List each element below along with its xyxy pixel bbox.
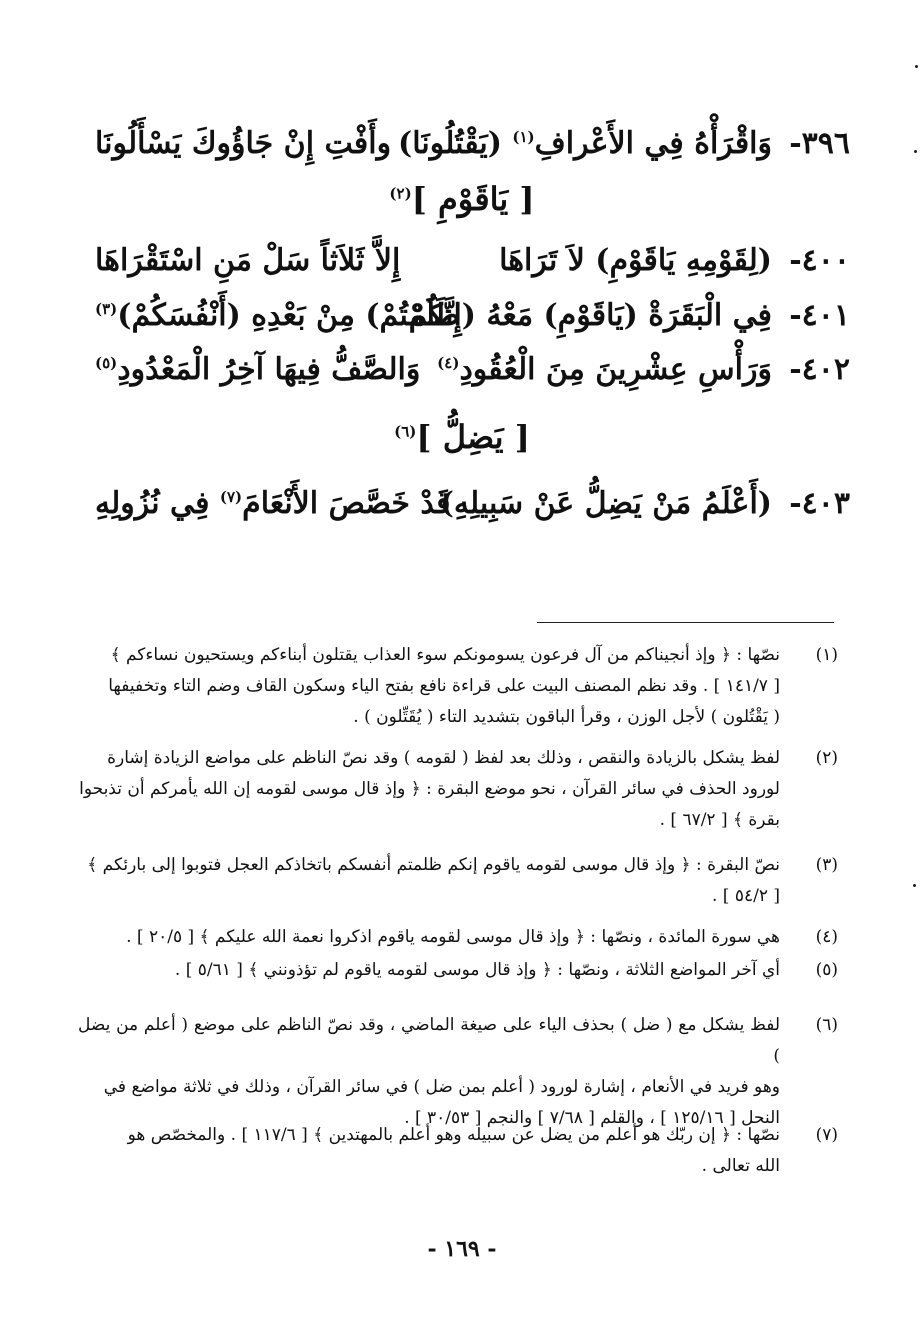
section-heading-yadillu: [ يَضِلُّ ]$^{(٦)}$ (394, 418, 530, 456)
footnote-line: أي آخر المواضع الثلاثة ، ونصّها : ﴿ وإذ قال موسى لقومه ياقوم لم تؤذونني ﴾ [ ٥/٦١ ] . (174, 960, 780, 980)
footnote-line: النحل [ ١٢٥/١٦ ] ، والقلم [ ٧/٦٨ ] والنجم [ ٣٠/٥٣ ] . (404, 1108, 780, 1128)
footnote-ref: (٣) (95, 300, 118, 318)
verse-402 (95, 352, 850, 408)
footnote-ref: (٥) (95, 354, 118, 372)
verse-first-hemistich: (لِقَوْمِهِ يَاقَوْمِ) لاَ تَرَاهَا (499, 243, 772, 278)
footnote-6 (78, 1010, 838, 1134)
footnote-number: (٦) (815, 1015, 838, 1035)
footnote-line: لفظ يشكل بالزيادة والنقص ، وذلك بعد لفظ ( لقومه ) وقد نصّ الناظم على مواضع الزيادة إشارة (107, 748, 780, 768)
verse-second-hemistich: قَدْ خَصَّصَ الأَنْعَامَ$^{(٧)}$ فِي نُزُولِهِ (95, 486, 451, 521)
footnote-line: نصّ البقرة : ﴿ وإذ قال موسى لقومه ياقوم إنكم ظلمتم أنفسكم باتخاذكم العجل فتوبوا إلى بارئكم ﴾ (87, 855, 780, 875)
footnote-4 (78, 922, 838, 953)
footnote-5 (78, 955, 838, 986)
footnote-ref: (٢) (389, 184, 412, 203)
footnote-line: [ ٥٤/٢ ] . (711, 886, 780, 906)
scan-speck (913, 884, 916, 887)
footnote-line: لورود الحذف في سائر القرآن ، نحو موضع البقرة : ﴿ وإذ قال موسى لقومه إن الله يأمركم أن تذبحوا (79, 779, 780, 799)
footnote-3 (78, 850, 838, 912)
verse-number: ٣٩٦- (789, 126, 850, 161)
footnote-line: وهو فريد في الأنعام ، إشارة لورود ( أعلم بمن ضل ) في سائر القرآن ، وذلك في ثلاثة مواضع في (103, 1077, 780, 1097)
verse-second-hemistich: وَالصَّفُّ فِيهَا آخِرُ الْمَعْدُودِ$^{(٥)}$ (95, 352, 421, 387)
scan-speck (914, 150, 917, 153)
footnote-line: [ ١٤١/٧ ] . وقد نظم المصنف البيت على قراءة نافع بفتح الياء وسكون القاف وضم التاء وتخفيفها (108, 676, 780, 696)
page-number: - ١٦٩ - (427, 1236, 497, 1262)
verse-second-hemistich: إِلاَّ ثَلاَثاً سَلْ مَنِ اسْتَقْرَاهَا (95, 243, 401, 278)
verse-number: ٤٠١- (789, 298, 850, 333)
footnote-number: (٧) (815, 1125, 838, 1145)
verse-400 (95, 243, 850, 299)
footnote-ref: (١) (512, 128, 535, 146)
footnote-1 (78, 640, 838, 733)
verse-396 (95, 126, 850, 182)
scan-speck (915, 65, 918, 68)
footnote-separator (537, 622, 834, 623)
footnote-7 (78, 1120, 838, 1182)
footnote-number: (٢) (815, 748, 838, 768)
footnote-number: (١) (815, 645, 838, 665)
verse-first-hemistich: (أَعْلَمُ مَنْ يَضِلُّ عَنْ سَبِيلِهِ) (439, 486, 772, 521)
footnote-line: نصّها : ﴿ وإذ أنجيناكم من آل فرعون يسومونكم سوء العذاب يقتلون أبناءكم ويستحيون نساءكم ﴾ (110, 645, 780, 665)
footnote-number: (٥) (815, 960, 838, 980)
verse-first-hemistich: فِي الْبَقَرَةْ (يَاقَوْمِ) مَعْهُ (إِنَّكُمْ (408, 298, 772, 333)
verse-401 (95, 298, 850, 354)
footnote-line: الله تعالى . (701, 1156, 780, 1176)
footnote-number: (٣) (815, 855, 838, 875)
footnote-number: (٤) (815, 927, 838, 947)
footnote-ref: (٤) (437, 354, 460, 372)
section-heading-yaqawmi: [ يَاقَوْمِ ]$^{(٢)}$ (389, 180, 535, 218)
verse-number: ٤٠٠- (789, 243, 850, 278)
verse-second-hemistich: وأَفْتِ إِنْ جَاؤُوكَ يَسْأَلُونَا (95, 126, 392, 161)
footnote-line: هي سورة المائدة ، ونصّها : ﴿ وإذ قال موسى لقومه ياقوم اذكروا نعمة الله عليكم ﴾ [ ٢٠/٥ ] . (126, 927, 780, 947)
footnote-line: بقرة ﴾ [ ٦٧/٢ ] . (659, 810, 780, 830)
footnote-2 (78, 743, 838, 836)
footnote-line: نصّها : ﴿ إن ربّك هو أعلم من يضل عن سبيله وهو أعلم بالمهتدين ﴾ [ ١١٧/٦ ] . والمخصّص هو (127, 1125, 780, 1145)
verse-second-hemistich: ظَلَمْتُمْ) مِنْ بَعْدِهِ (أَنْفُسَكُمْ)$^{(٣)}$ (95, 298, 460, 333)
verse-number: ٤٠٣- (789, 486, 850, 521)
verse-first-hemistich: وَرَأْسِ عِشْرِينَ مِنَ الْعُقُودِ$^{(٤)}$ (437, 352, 772, 387)
verse-number: ٤٠٢- (789, 352, 850, 387)
footnote-line: لفظ يشكل مع ( ضل ) بحذف الياء على صيغة الماضي ، وقد نصّ الناظم على موضع ( أعلم من يضل ) (78, 1015, 780, 1066)
verse-first-hemistich: وَاقْرَأْهُ فِي الأَعْرافِ$^{(١)}$ (يَقْتُلُونَا) (398, 126, 772, 161)
footnote-ref: (٦) (394, 422, 417, 441)
footnote-ref: (٧) (219, 488, 243, 506)
verse-403 (95, 486, 850, 542)
footnote-line: ( يَقْتُلون ) لأجل الوزن ، وقرأ الباقون بتشديد التاء ( يُقَتِّلون ) . (353, 707, 780, 727)
